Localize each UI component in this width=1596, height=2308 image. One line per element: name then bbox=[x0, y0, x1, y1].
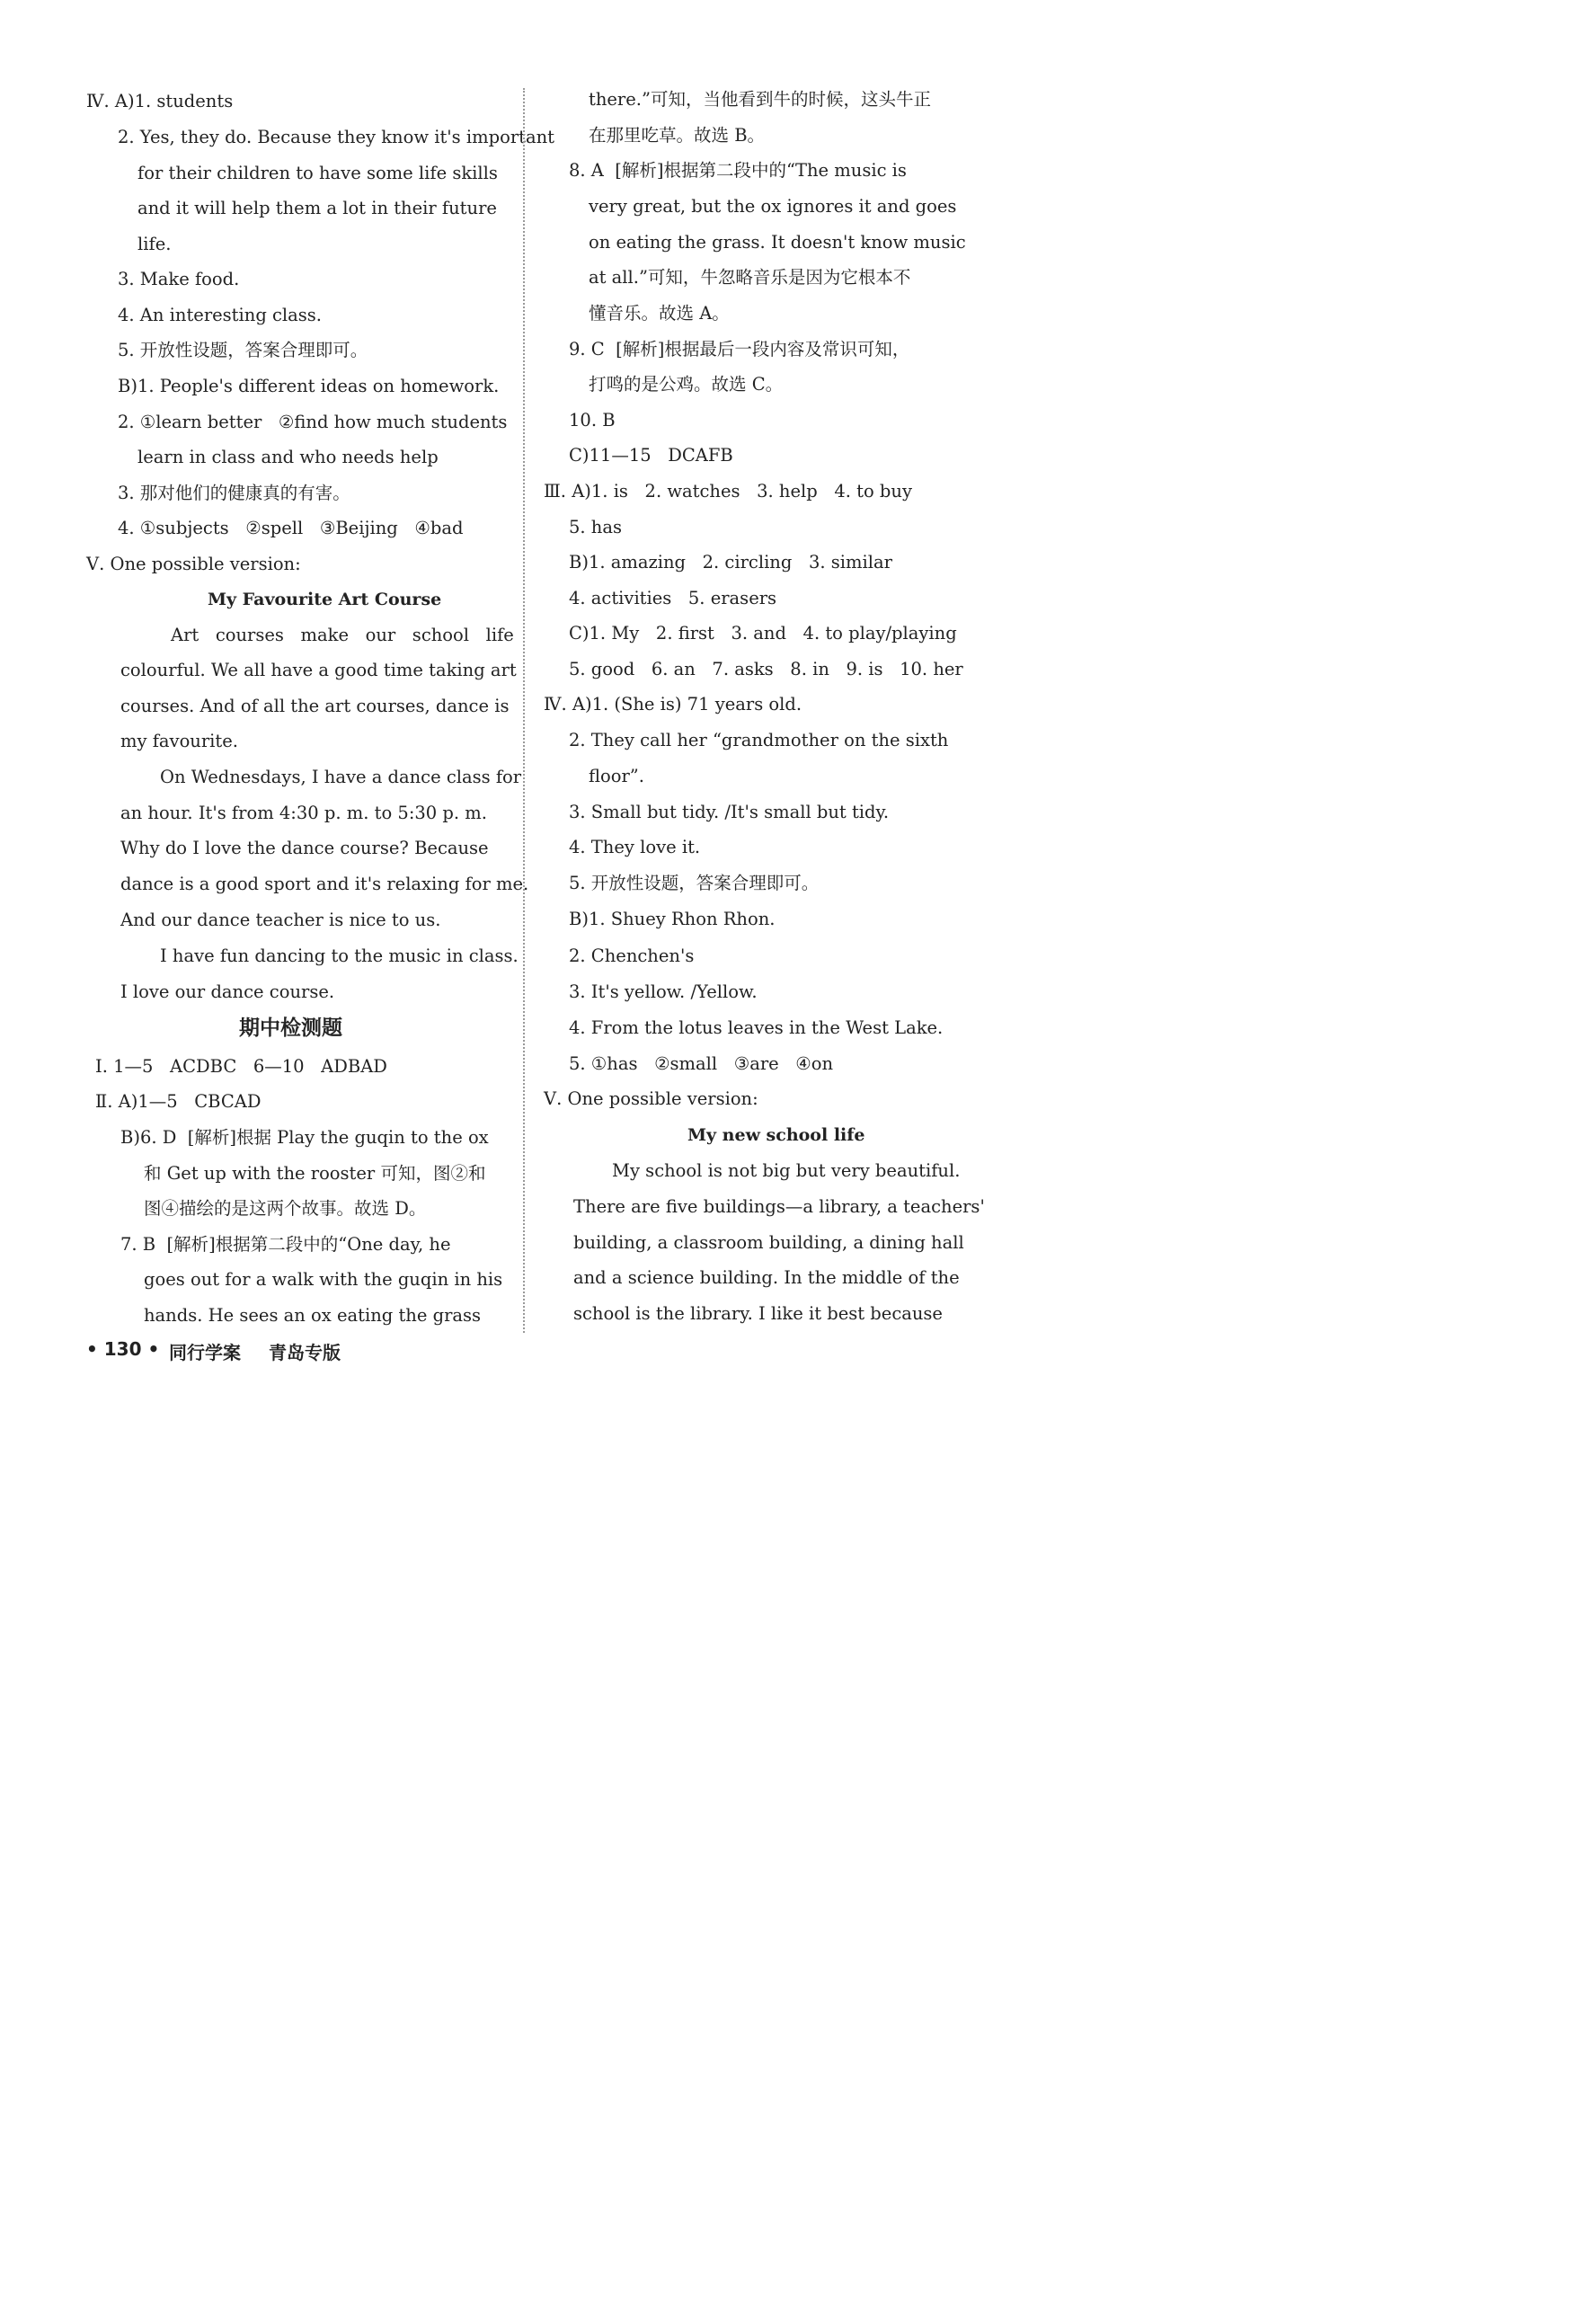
left-column-line: B)1. People's different ideas on homework. bbox=[118, 376, 500, 396]
right-column-line: 3. Small but tidy. /It's small but tidy. bbox=[569, 802, 890, 822]
right-column-line: There are five buildings—a library, a teachers' bbox=[573, 1196, 985, 1217]
left-column-line: And our dance teacher is nice to us. bbox=[120, 910, 441, 930]
left-column-line: learn in class and who needs help bbox=[137, 447, 439, 467]
left-column-line: hands. He sees an ox eating the grass bbox=[144, 1305, 482, 1326]
right-column-line: My school is not big but very beautiful. bbox=[612, 1160, 961, 1181]
right-column-line: 2. They call her “grandmother on the sixth bbox=[569, 730, 949, 750]
right-column-line: on eating the grass. It doesn't know music bbox=[589, 232, 966, 253]
left-column-line: 4. An interesting class. bbox=[118, 305, 322, 325]
left-column-line: 和 Get up with the rooster 可知，图②和 bbox=[144, 1163, 486, 1184]
right-column-line: floor”. bbox=[589, 766, 644, 786]
right-column-line: very great, but the ox ignores it and goes bbox=[589, 196, 957, 217]
right-column-line: 8. A [解析]根据第二段中的“The music is bbox=[569, 160, 907, 181]
right-column-line: 5. good 6. an 7. asks 8. in 9. is 10. her bbox=[569, 659, 963, 679]
right-column-line: My new school life bbox=[687, 1125, 865, 1145]
left-column-line: Art courses make our school life bbox=[171, 625, 514, 645]
right-column-line: 打鸣的是公鸡。故选 C。 bbox=[589, 374, 784, 395]
left-column-line: Ⅰ. 1—5 ACDBC 6—10 ADBAD bbox=[95, 1056, 387, 1077]
left-column-line: 7. B [解析]根据第二段中的“One day, he bbox=[120, 1234, 451, 1255]
left-column-line: Ⅱ. A)1—5 CBCAD bbox=[95, 1091, 262, 1112]
left-column-line: my favourite. bbox=[120, 731, 238, 751]
right-column-line: school is the library. I like it best because bbox=[573, 1303, 943, 1324]
right-column-line: 9. C [解析]根据最后一段内容及常识可知， bbox=[569, 339, 910, 360]
right-column-line: 3. It's yellow. /Yellow. bbox=[569, 981, 758, 1002]
right-column-line: 4. activities 5. erasers bbox=[569, 588, 777, 608]
right-column-line: C)11—15 DCAFB bbox=[569, 445, 733, 466]
right-column-line: 懂音乐。故选 A。 bbox=[589, 303, 730, 324]
left-column-line: for their children to have some life skills bbox=[137, 163, 498, 183]
right-column-line: 10. B bbox=[569, 410, 616, 431]
left-column-line: goes out for a walk with the guqin in his bbox=[144, 1269, 503, 1290]
left-column-line: an hour. It's from 4:30 p. m. to 5:30 p. m. bbox=[120, 803, 487, 823]
footer-edition: 青岛专版 bbox=[269, 1342, 341, 1363]
right-column-line: B)1. Shuey Rhon Rhon. bbox=[569, 909, 776, 929]
right-column-line: Ⅳ. A)1. (She is) 71 years old. bbox=[544, 694, 802, 715]
right-column-line: 5. ①has ②small ③are ④on bbox=[569, 1053, 834, 1074]
left-column-line: 2. ①learn better ②find how much students bbox=[118, 412, 508, 432]
left-column-line: Ⅴ. One possible version: bbox=[86, 554, 301, 574]
right-column-line: 2. Chenchen's bbox=[569, 945, 695, 966]
left-column-line: Why do I love the dance course? Because bbox=[120, 838, 489, 858]
right-column-line: 4. From the lotus leaves in the West Lake. bbox=[569, 1017, 944, 1038]
right-column-line: B)1. amazing 2. circling 3. similar bbox=[569, 552, 892, 573]
footer-brand: 同行学案 bbox=[169, 1342, 241, 1363]
right-column-line: C)1. My 2. first 3. and 4. to play/playing bbox=[569, 623, 957, 644]
right-column-line: 5. has bbox=[569, 517, 622, 537]
page-number: • 130 • bbox=[86, 1338, 160, 1360]
left-column-line: 期中检测题 bbox=[239, 1016, 342, 1040]
left-column-line: B)6. D [解析]根据 Play the guqin to the ox bbox=[120, 1127, 489, 1148]
left-column-line: colourful. We all have a good time taking art bbox=[120, 660, 517, 680]
right-column-line: 5. 开放性设题，答案合理即可。 bbox=[569, 873, 820, 893]
right-column-line: at all.”可知，牛忽略音乐是因为它根本不 bbox=[589, 267, 911, 288]
left-column-line: courses. And of all the art courses, dance is bbox=[120, 696, 510, 716]
column-divider bbox=[523, 88, 525, 1333]
left-column-line: Ⅳ. A)1. students bbox=[86, 91, 234, 111]
left-column-line: My Favourite Art Course bbox=[208, 590, 442, 609]
left-column-line: dance is a good sport and it's relaxing for me. bbox=[120, 874, 529, 894]
right-column-line: Ⅲ. A)1. is 2. watches 3. help 4. to buy bbox=[544, 481, 912, 502]
right-column-line: 在那里吃草。故选 B。 bbox=[589, 125, 766, 146]
left-column-line: 5. 开放性设题，答案合理即可。 bbox=[118, 340, 368, 360]
left-column-line: 3. 那对他们的健康真的有害。 bbox=[118, 483, 350, 503]
right-column-line: building, a classroom building, a dining hall bbox=[573, 1232, 964, 1253]
right-column-line: and a science building. In the middle of the bbox=[573, 1267, 960, 1288]
left-column-line: 2. Yes, they do. Because they know it's important bbox=[118, 127, 554, 147]
left-column-line: 3. Make food. bbox=[118, 269, 240, 289]
right-column-line: Ⅴ. One possible version: bbox=[544, 1088, 758, 1109]
left-column-line: life. bbox=[137, 234, 172, 254]
left-column-line: On Wednesdays, I have a dance class for bbox=[160, 767, 522, 787]
left-column-line: 4. ①subjects ②spell ③Beijing ④bad bbox=[118, 518, 464, 538]
right-column-line: 4. They love it. bbox=[569, 837, 701, 857]
left-column-line: 图④描绘的是这两个故事。故选 D。 bbox=[144, 1198, 427, 1219]
left-column-line: and it will help them a lot in their future bbox=[137, 198, 497, 218]
left-column-line: I have fun dancing to the music in class. bbox=[160, 945, 519, 966]
right-column-line: there.”可知，当他看到牛的时候，这头牛正 bbox=[589, 89, 931, 110]
left-column-line: I love our dance course. bbox=[120, 981, 335, 1002]
